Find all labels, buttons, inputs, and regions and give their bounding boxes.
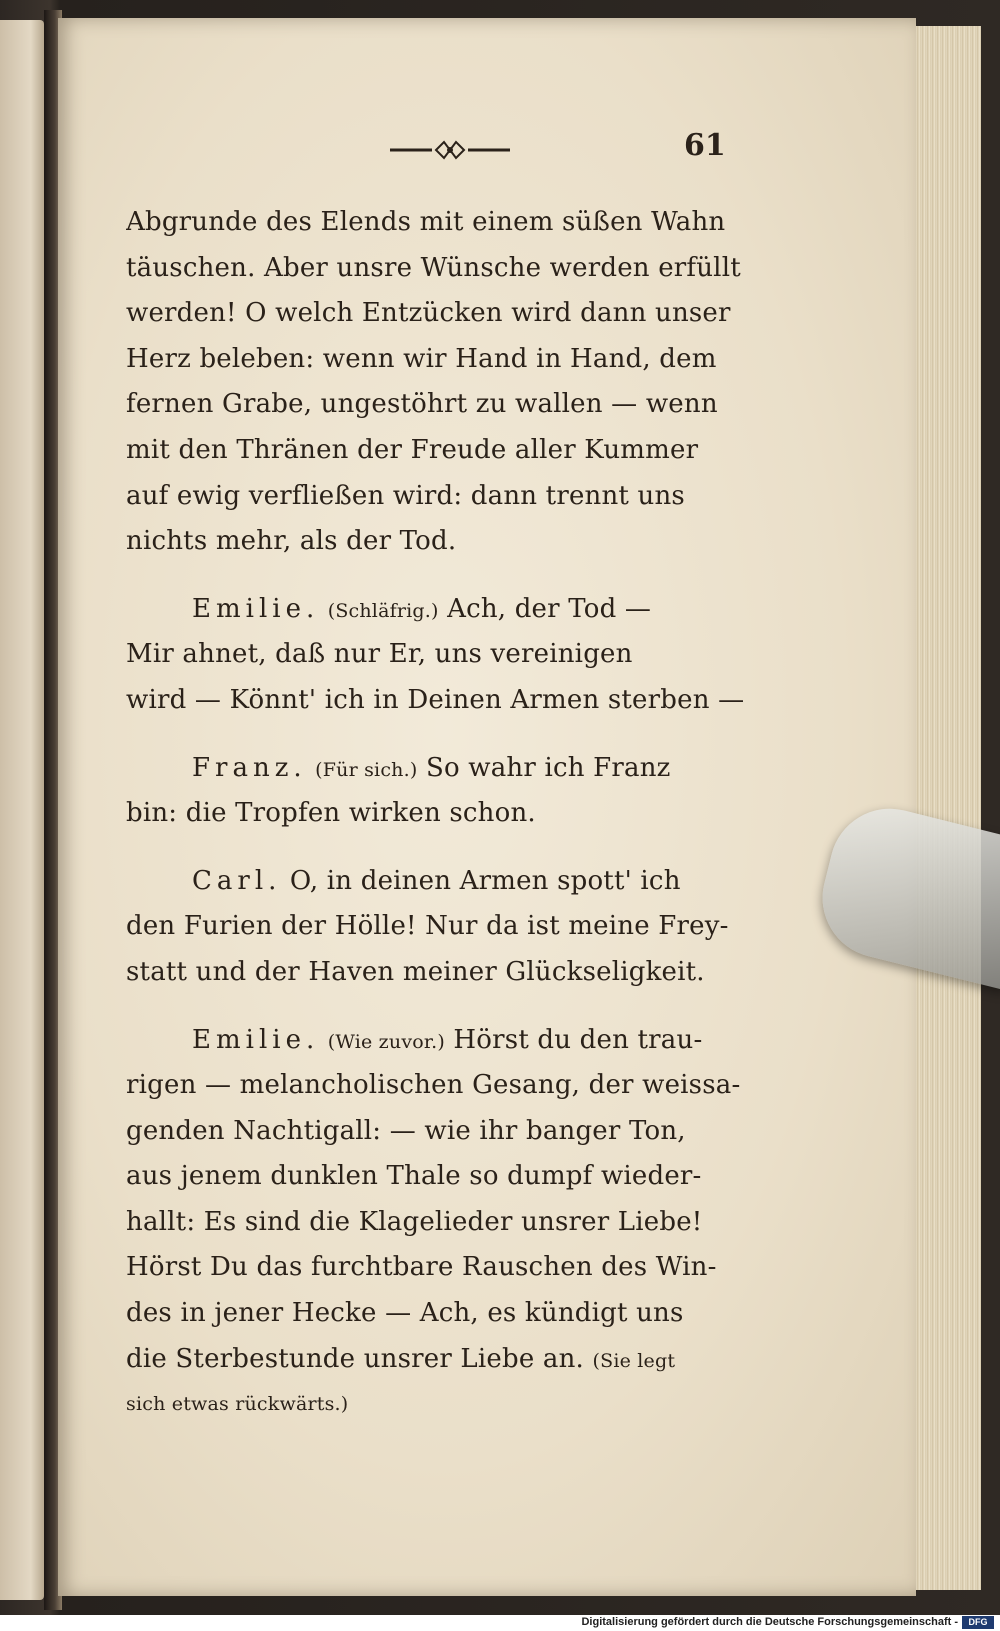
text-line: den Furien der Hölle! Nur da ist meine Frey-	[126, 911, 729, 942]
dfg-logo: DFG	[962, 1616, 994, 1629]
text-line: Mir ahnet, daß nur Er, uns vereinigen	[126, 639, 633, 670]
stage-direction: (Wie zuvor.)	[327, 1030, 445, 1053]
speaker-name: Carl.	[192, 865, 282, 896]
text-line: nichts mehr, als der Tod.	[126, 526, 457, 557]
speaker-name: Emilie.	[192, 593, 320, 624]
stage-direction: (Schläfrig.)	[327, 599, 439, 622]
text-line: mit den Thränen der Freude aller Kummer	[126, 434, 699, 465]
page-text	[126, 200, 766, 1428]
text-line: wird — Könnt' ich in Deinen Armen sterben —	[126, 684, 745, 715]
stage-direction: (Sie legt	[592, 1349, 676, 1372]
paragraph-3	[126, 746, 766, 837]
speech-first-line	[126, 746, 766, 792]
text-line: Abgrunde des Elends mit einem süßen Wahn	[126, 207, 726, 237]
speech-first-line	[126, 587, 766, 633]
text-line: des in jener Hecke — Ach, es kündigt uns	[126, 1298, 684, 1329]
speech-text: die Sterbestunde unsrer Liebe an.	[126, 1343, 585, 1374]
text-line: genden Nachtigall: — wie ihr banger Ton,	[126, 1115, 686, 1146]
text-line: bin: die Tropfen wirken schon.	[126, 798, 536, 829]
speaker-name: Franz.	[192, 752, 307, 783]
footer-bar	[0, 1615, 1000, 1631]
stage-direction: (Für sich.)	[315, 758, 418, 781]
speech-text: Hörst du den trau-	[453, 1024, 703, 1055]
speech-text: Ach, der Tod —	[447, 593, 652, 624]
text-line: aus jenem dunklen Thale so dumpf wieder-	[126, 1161, 702, 1192]
paragraph-2	[126, 587, 766, 724]
text-line: werden! O welch Entzücken wird dann unser	[126, 298, 731, 329]
speaker-name: Emilie.	[192, 1024, 320, 1055]
left-page-edge	[0, 20, 44, 1600]
speech-text: So wahr ich Franz	[425, 752, 671, 783]
stage-direction: sich etwas rückwärts.)	[126, 1393, 349, 1416]
paragraph-1	[126, 200, 766, 565]
speech-first-line	[126, 1018, 766, 1064]
text-line: auf ewig verfließen wird: dann trennt uns	[126, 480, 685, 511]
paragraph-5	[126, 1018, 766, 1428]
speech-first-line	[126, 859, 766, 905]
text-line: fernen Grabe, ungestöhrt zu wallen — wenn	[126, 389, 718, 420]
footer-credit: Digitalisierung gefördert durch die Deutsche Forschungsgemeinschaft -	[581, 1616, 958, 1628]
text-line	[126, 1337, 766, 1383]
text-line: Herz beleben: wenn wir Hand in Hand, dem	[126, 343, 717, 374]
text-line: täuschen. Aber unsre Wünsche werden erfüllt	[126, 252, 741, 283]
text-line: hallt: Es sind die Klagelieder unsrer Liebe!	[126, 1206, 703, 1237]
text-line: rigen — melancholischen Gesang, der weissa-	[126, 1070, 741, 1101]
header-ornament-icon	[390, 132, 510, 168]
text-line: Hörst Du das furchtbare Rauschen des Win-	[126, 1252, 717, 1283]
speech-text: O, in deinen Armen spott' ich	[289, 865, 681, 896]
text-line: statt und der Haven meiner Glückseligkeit.	[126, 956, 705, 987]
page-number: 61	[684, 128, 726, 163]
paragraph-4	[126, 859, 766, 996]
